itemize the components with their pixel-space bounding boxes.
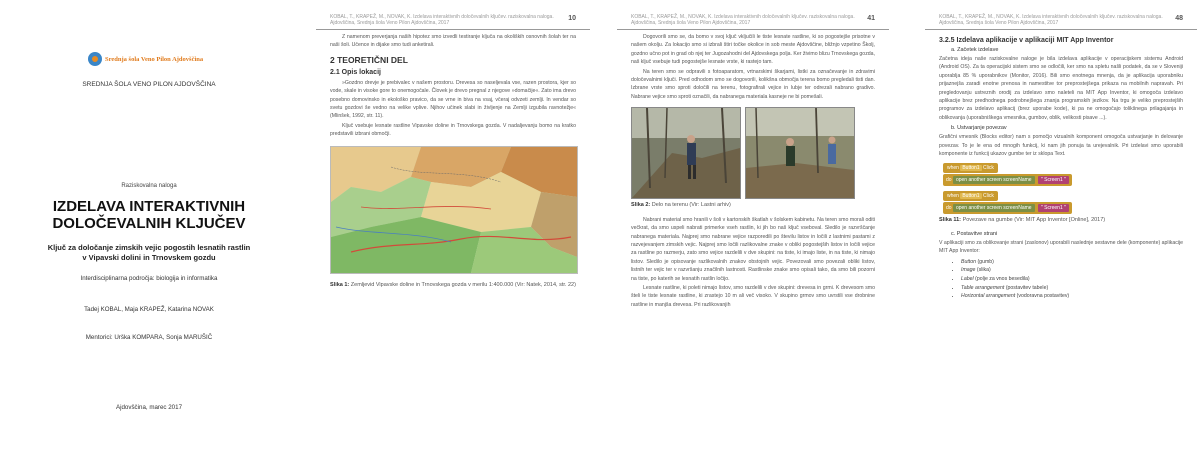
mentors: Mentorici: Urška KOMPARA, Sonja MARUŠIČ xyxy=(85,334,213,341)
block-keyword: when xyxy=(947,193,959,200)
paragraph: Začetna ideja naše raziskovalne naloge je bila izdelava aplikacije v operacijskem sistemu Android (Android OS). Za ta operacijski sistem smo se odločili, ker smo na spletu našli podatek, da se v Sloveniji uporablja 85 % uporabnikov (Monitor, 2016). Bili smo enotnega mnenja, da je aplikacija uporabniku prijaznejša zaradi enotne prenosa in namestitve tor preprostejšega prikaza na mobilnih napravah. Pri pregledovanju ustreznih orodij za izdelavo smo naleteli na MIT App Inventor, ki omogoča izdelavo aplikacije brez predhodnega podrobnejšega znanja programskih jezikov. Na trgu je veliko preprostejših programov za izdelavo aplikacij (brez uporabe kode), ki pa ne omogočajo tolikšnega prilagajanja in oblikovanja (uporabniškega vmesnika, gumbov, oblik, velikosti pisave ...). xyxy=(939,56,1183,121)
component-desc: (vodoravna postavitev) xyxy=(1016,293,1070,300)
component-name: Image xyxy=(961,267,976,274)
list-item: a. Začetek izdelave xyxy=(951,47,999,53)
school-logo-icon xyxy=(88,52,102,66)
component-item xyxy=(961,284,1183,293)
quote-paragraph: »Gozdno drevje je prebivalec v našem prostoru. Drevesa so naseljevala vse, razen prostora, kjer so vode, skale in visoke gore to onemogočale. Človek je drevo pregnal z njegove »domačije«. Zato ima drevo posebno domovinsko in ekološko pravico, da se vrne in biva na vsaj, včeraj odvzeti zemlji. In vendar so svetu gozdovi še vedno na velike vplive. Njihov učinek slabi in življenje na Zemlji izgubila ravnotežje« (Mlinšek, 1992, str. 11). xyxy=(330,79,576,120)
component-name: Button xyxy=(961,258,976,265)
block-command: open another screen screenName xyxy=(953,176,1035,184)
school-name: SREDNJA ŠOLA VENO PILON AJDOVŠČINA xyxy=(82,81,216,88)
report-type: Raziskovalna naloga xyxy=(121,183,177,189)
caption-text: Povezave na gumbe (Vir: MIT App Inventor [Online], 2017) xyxy=(962,217,1106,224)
field-photo xyxy=(631,107,741,199)
paragraph: Grafični vmesnik (Blocks editor) nam s pomočjo vizualnih komponent omogoča ustvarjanje in delovanje povezav. To je le ena od mnogih funkcij, ki nam jih ponuja ta urejevalnik. Pri izdelavi smo uporabili komponente iz funkcij ukazov gumbe ter iz sklopa Text. xyxy=(939,134,1183,158)
document-title xyxy=(4,198,294,232)
page-header xyxy=(925,8,1197,30)
component-desc: (slika) xyxy=(976,267,991,274)
page-header xyxy=(617,8,889,30)
subsection-heading: 2.1 Opis lokacij xyxy=(330,68,381,76)
page-10 xyxy=(316,8,590,448)
event-block xyxy=(943,191,998,201)
map-image xyxy=(330,146,578,274)
event-block xyxy=(943,163,998,173)
paragraph: Na teren smo se odpravili s fotoaparatom, vrtnarskimi škarjami, listki za označevanje in zdravimi določevalnimi ključi. Pred odhodom smo se dogovorili, kolikšna območja terena bomo pregledali tisti dan. Izbrane vrste smo sproti določili na terenu, fotografirali vejice in lubje ter odrezali nabrano gradivo. Nabrane vejice smo sproti označili, da nabranega materiala kasneje ne bi pomešali. xyxy=(631,68,875,100)
header-line: KOBAL, T., KRAPEŽ, M., NOVAK, K. Izdelava interaktivnih določevalnih ključev. raziskovalna naloga. xyxy=(330,14,554,20)
page-header xyxy=(316,8,590,30)
caption-text: Delo na terenu (Vir: Lastni arhiv) xyxy=(651,202,731,209)
paragraph: Ključ vsebuje lesnate rastline Vipavske doline in Trnovskega gozda. V nadaljevanju bomo na kratko predstavili izbrani območji. xyxy=(330,122,576,138)
component-item xyxy=(961,258,1183,267)
document-subtitle xyxy=(14,243,284,262)
section-heading: 3.2.5 Izdelava aplikacije v aplikaciji MIT App Inventor xyxy=(939,37,1114,44)
section-heading: 2 TEORETIČNI DEL xyxy=(330,54,408,65)
paragraph: Dogovorili smo se, da bomo v svoj ključ vključili le tiste lesnate rastline, ki so pogostejše prisotne v našem okolju. Za lokacijo smo si izbrali štiri točke okolice in sob meste Ajdovščine, bližnjo vzpetino Školj, gozdno učno pot in grad ob njej ter Jugozahodni del Ajdovskega polja. Ker živimo blizu Trnovskega gozda, naš ključ vsebuje tudi pogostejše lesnate vrste, ki rastejo tam. xyxy=(631,34,875,66)
figure-caption xyxy=(631,202,875,210)
block-component: Button1 xyxy=(962,165,980,172)
code-block xyxy=(943,191,1183,214)
component-desc: (postavitev tabele) xyxy=(1005,284,1049,291)
caption-label: Slika 2: xyxy=(631,202,651,209)
figure-caption xyxy=(939,217,1183,225)
subtitle-line: Ključ za določanje zimskih vejic pogostih lesnatih rastlin xyxy=(47,243,251,252)
school-logo xyxy=(88,52,203,66)
title-page xyxy=(4,8,294,448)
block-string: " Screen1 " xyxy=(1038,176,1069,184)
list-item: c. Postavitve strani xyxy=(951,230,998,237)
title-line: IZDELAVA INTERAKTIVNIH xyxy=(52,198,246,215)
block-string: " Screen1 " xyxy=(1038,204,1069,212)
page-number: 10 xyxy=(568,15,576,22)
code-block xyxy=(943,163,1183,186)
block-keyword: do xyxy=(946,205,952,212)
component-list xyxy=(961,258,1183,301)
component-name: Label xyxy=(961,275,974,282)
block-keyword: when xyxy=(947,165,959,172)
paragraph: V aplikaciji smo za oblikovanje strani (zaslonov) uporabili naslednje sestavne dele (komponente) aplikacije MIT App Inventor: xyxy=(939,239,1183,255)
place-date: Ajdovščina, marec 2017 xyxy=(115,404,183,411)
header-line: KOBAL, T., KRAPEŽ, M., NOVAK, K. Izdelava interaktivnih določevalnih ključev. raziskovalna naloga. xyxy=(631,14,855,20)
subtitle-line: v Vipavski dolini in Trnovskem gozdu xyxy=(82,252,216,262)
component-item xyxy=(961,292,1183,301)
block-keyword: do xyxy=(946,177,952,184)
header-line: Ajdovščina, Srednja šola Veno Pilon Ajdovščina, 2017 xyxy=(939,20,1059,26)
do-block xyxy=(943,202,1072,214)
logo-text: Srednja šola Veno Pilon Ajdovščina xyxy=(105,55,204,63)
do-block xyxy=(943,174,1072,186)
caption-label: Slika 1: xyxy=(330,281,350,288)
component-desc: (polje za vnos besedila) xyxy=(975,275,1030,282)
caption-text: Zemljevid Vipavske doline in Trnovskega gozda v merilu 1:400.000 (Vir: Natek, 2014, str. 22) xyxy=(350,281,576,288)
paragraph: Z namenom preverjanja naših hipotez smo izvedli testiranje ključa na okoliških osnovnih šolah ter na naši šoli. Učence in dijake smo tudi anketirali. xyxy=(330,34,576,49)
page-number: 48 xyxy=(1175,15,1183,22)
authors: Tadej KOBAL, Maja KRAPEŽ, Katarina NOVAK xyxy=(84,306,214,313)
component-name: Horizontal arrangement xyxy=(961,293,1016,300)
block-component: Button1 xyxy=(962,193,980,200)
list-item: b. Ustvarjanje povezav xyxy=(951,125,1007,132)
page-41 xyxy=(617,8,889,448)
figure-caption xyxy=(330,282,576,290)
paragraph: Nabrani material smo hranili v šoli v kartonskih škatlah v šolskem kabinetu. Na teren smo morali oditi večkrat, da smo uspeli nabrati primerke vseh rastlin, ki jih bo naš ključ vseboval. Sledilo je razvrščanje nabranega materiala. Najprej smo nabrane vejice razporedili po številu listov in ločili z lastnimi pastami z razvejevanjem zimskih vejic. Najprej smo ločili razlikovalne znake v obliki pogostejših listov in ločili vejice za rastline po razmerju, zato smo vejice razdelili v dve skupini: na tiste, ki imajo liste, in na tiste, ki nimajo listov. Sledilo je opisovanje razlikovalnih znakov obstojnih vejic. Povezovali smo povezali obliki listov, listnih ter vejic ter v razvršanju značilnih lastnosti. Rastlinske znake smo opisali tako, da smo bili pozorni na tiste, po katerih se lesnatih rastlin ločijo. xyxy=(631,216,875,282)
research-field: Interdisciplinarna področja: biologija in informatika xyxy=(80,275,218,282)
block-command: open another screen screenName xyxy=(953,204,1035,212)
header-line: KOBAL, T., KRAPEŽ, M., NOVAK, K. Izdelava interaktivnih določevalnih ključev. raziskovalna naloga. xyxy=(939,14,1163,20)
component-item xyxy=(961,275,1183,284)
paragraph: Lesnate rastline, ki poleti nimajo listov, smo razdelili v dve skupini: drevesa in grmi. K drevesom smo šteli le tiste lesnate rastline, ki zrastejo 10 m ali več visoko. V skupino grmov smo uvrstili vse drobnine rastline in manjša drevesa. Pri razlikovanjih xyxy=(631,285,875,308)
caption-label: Slika 11: xyxy=(939,217,962,224)
title-line: DOLOČEVALNIH KLJUČEV xyxy=(52,215,246,232)
page-number: 41 xyxy=(867,15,875,22)
field-photo xyxy=(745,107,855,199)
block-event: Click xyxy=(982,193,994,200)
header-line: Ajdovščina, Srednja šola Veno Pilon Ajdovščina, 2017 xyxy=(631,20,751,26)
page-48 xyxy=(925,8,1197,448)
component-desc: (gumb) xyxy=(977,258,994,265)
component-name: Table arrangement xyxy=(961,284,1005,291)
component-item xyxy=(961,266,1183,275)
field-work-photos xyxy=(631,107,875,199)
block-event: Click xyxy=(982,165,994,172)
header-line: Ajdovščina, Srednja šola Veno Pilon Ajdovščina, 2017 xyxy=(330,20,450,26)
